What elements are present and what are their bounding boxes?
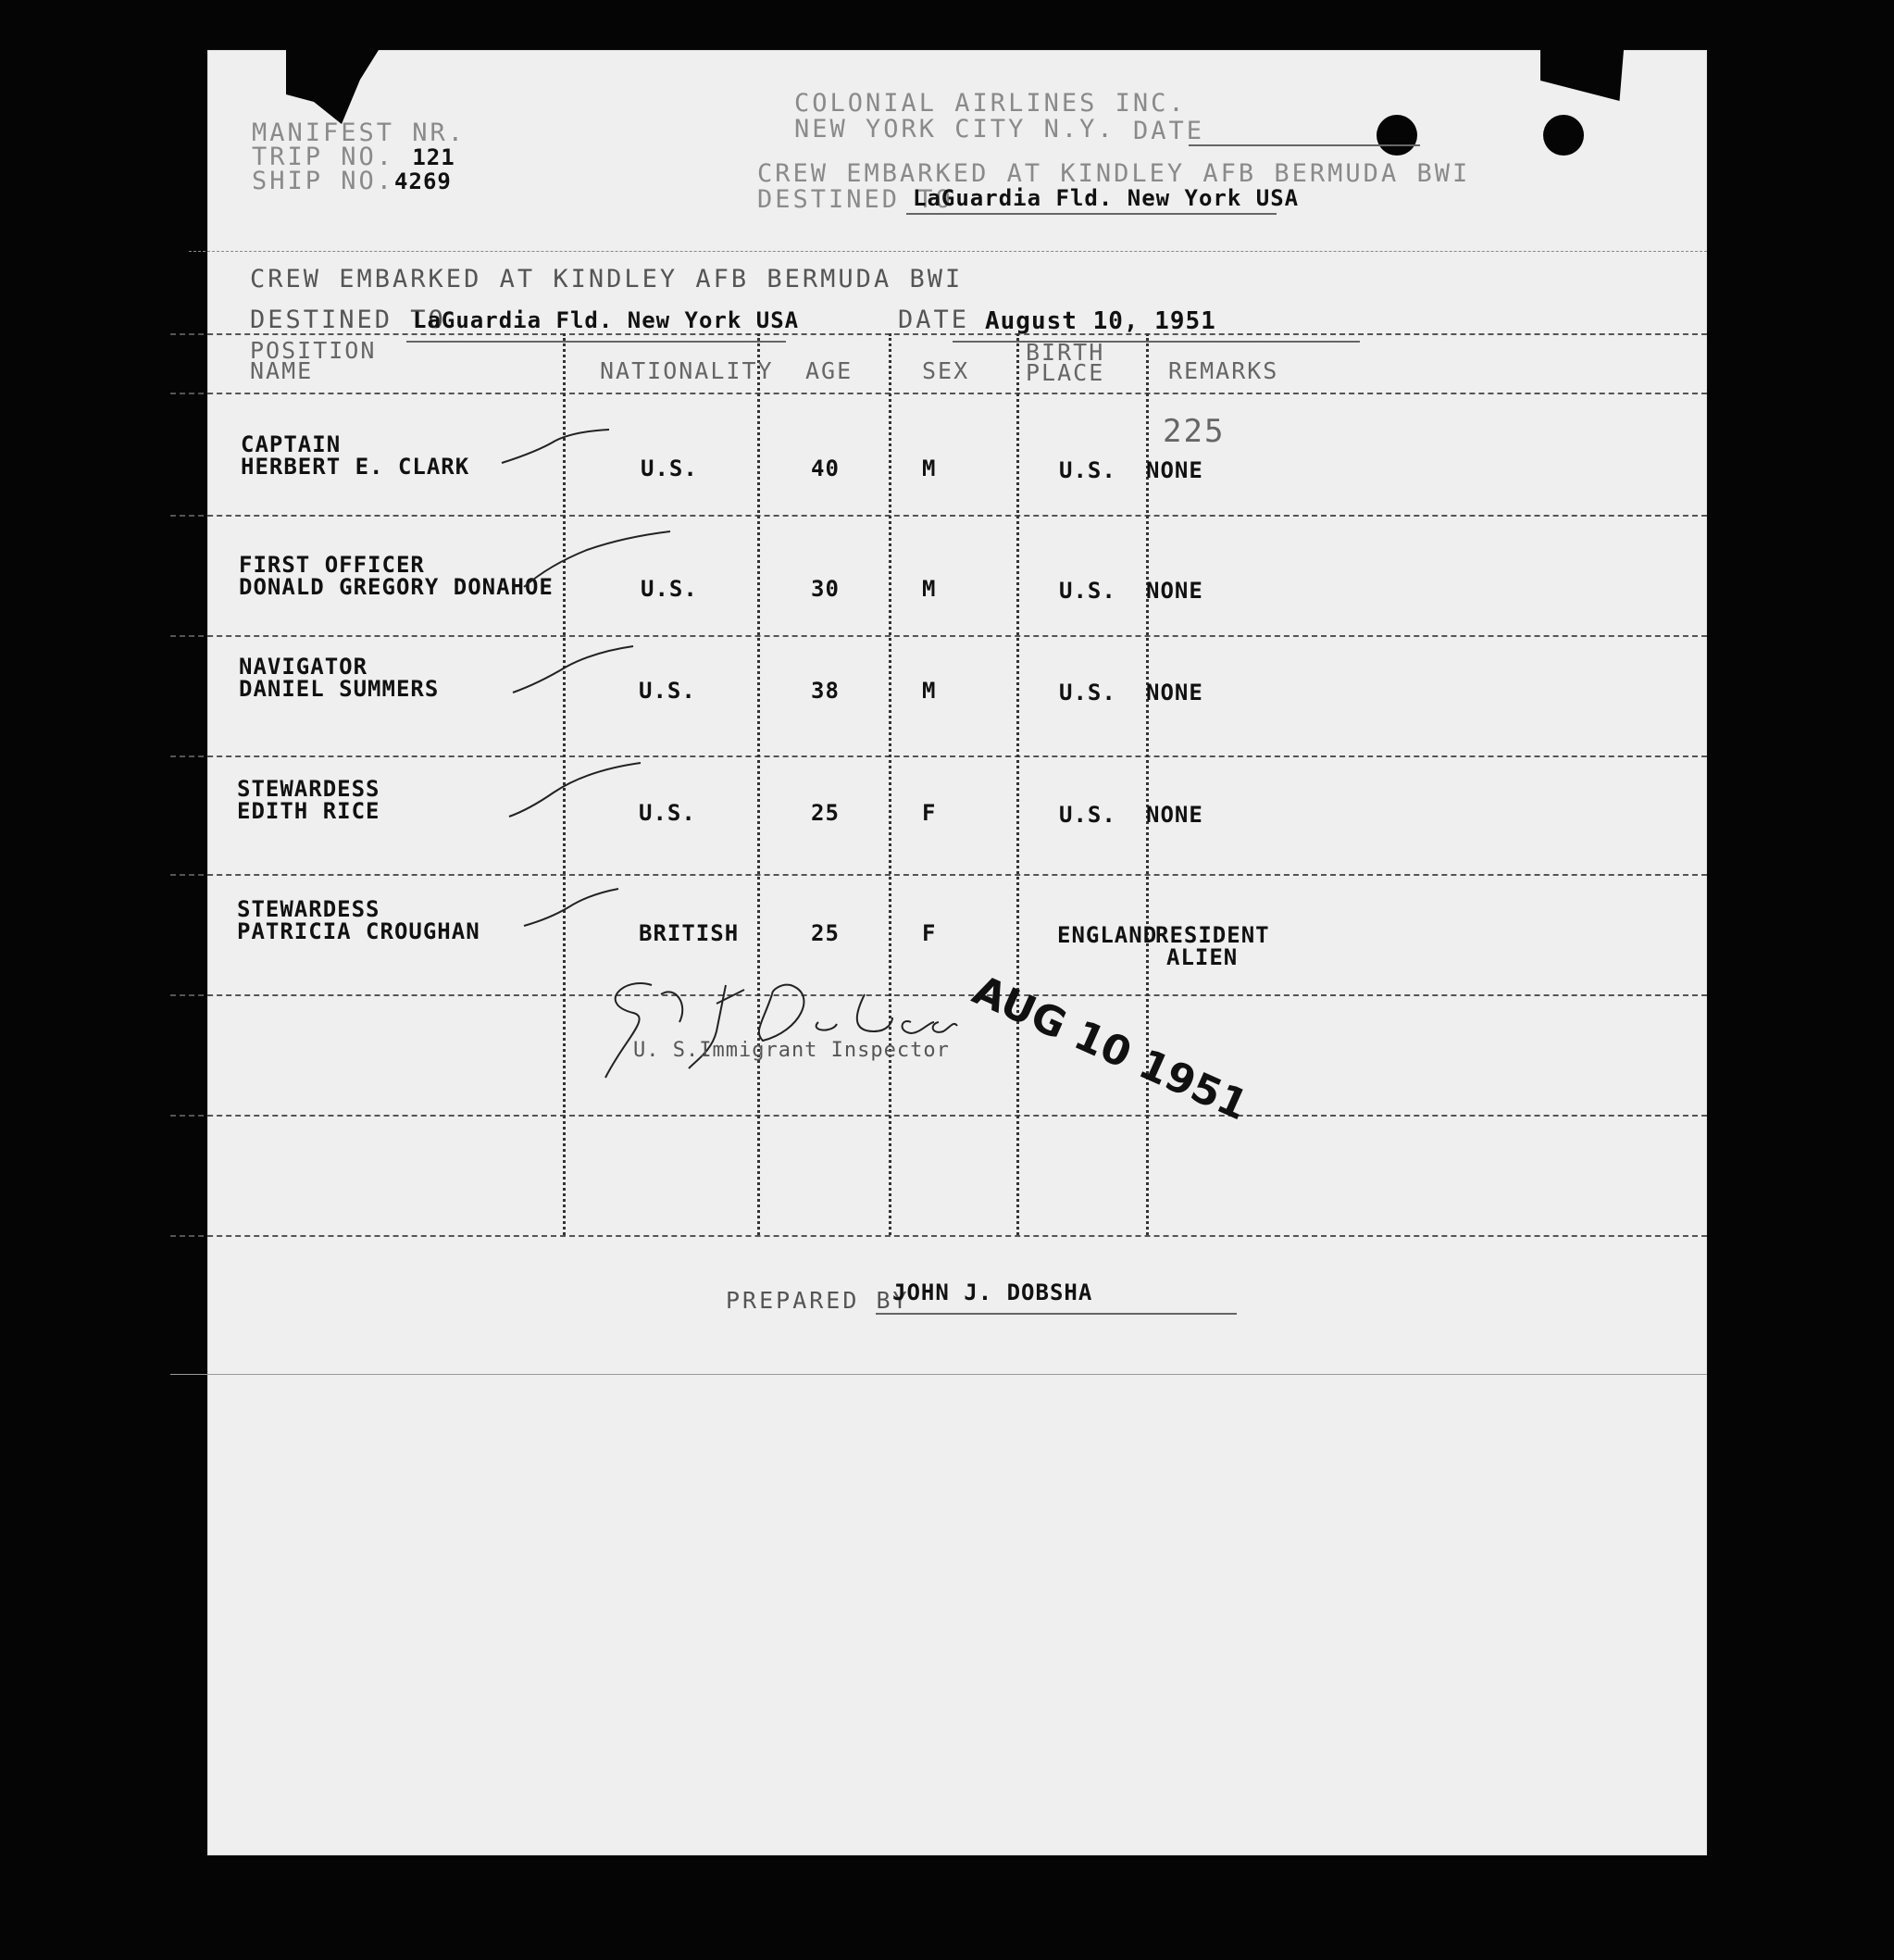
prepared-label: PREPARED BY <box>726 1287 910 1314</box>
crew-embarked: CREW EMBARKED AT KINDLEY AFB BERMUDA BWI <box>250 265 964 293</box>
punch-hole <box>1543 115 1584 156</box>
row-age: 40 <box>811 456 840 481</box>
row-birthplace: U.S. <box>1059 680 1116 705</box>
row-name: EDITH RICE <box>237 798 380 824</box>
letterhead-date-line <box>1189 144 1420 146</box>
row-name: HERBERT E. CLARK <box>241 454 470 480</box>
row-remarks: NONE <box>1146 802 1203 828</box>
torn-corner-right <box>1540 50 1624 101</box>
row-nationality: U.S. <box>639 800 696 826</box>
prepared-value: JOHN J. DOBSHA <box>892 1280 1093 1305</box>
row-sex: M <box>922 456 937 481</box>
table-top-line <box>170 333 1707 335</box>
header-bottom-line <box>170 393 1707 394</box>
header-nationality: NATIONALITY <box>600 357 774 384</box>
row-sex: M <box>922 576 937 602</box>
date-underline <box>953 341 1360 343</box>
row-age: 25 <box>811 800 840 826</box>
divider <box>189 251 1707 252</box>
letterhead-destined-label: DESTINED TO <box>757 185 953 214</box>
row-line <box>170 635 1707 637</box>
row-sex: F <box>922 920 937 946</box>
header-remarks: REMARKS <box>1168 357 1279 384</box>
letterhead-destined-line <box>906 213 1277 215</box>
row-birthplace: U.S. <box>1059 457 1116 483</box>
row-nationality: U.S. <box>641 456 698 481</box>
inspector-signature-text <box>726 967 732 968</box>
row-position: STEWARDESS <box>237 896 380 922</box>
row-position: CAPTAIN <box>241 431 342 457</box>
trip-value: 121 <box>412 144 455 170</box>
row-line <box>170 755 1707 757</box>
destined-value: LaGuardia Fld. New York USA <box>413 307 800 333</box>
manifest-page <box>207 50 1707 1855</box>
inspector-signature <box>587 967 976 1105</box>
check-mark-icon <box>500 424 620 470</box>
letterhead-destined-value: LaGuardia Fld. New York USA <box>913 185 1300 211</box>
row-birthplace: U.S. <box>1059 578 1116 604</box>
row-remarks: NONE <box>1146 457 1203 483</box>
ship-value: 4269 <box>394 169 452 194</box>
inspector-title: U. S.Immigrant Inspector <box>633 1039 950 1062</box>
manifest-label: MANIFEST NR. <box>252 119 467 147</box>
punch-hole <box>1377 115 1417 156</box>
header-place: PLACE <box>1026 359 1105 386</box>
row-remarks: RESIDENT <box>1155 922 1270 948</box>
row-nationality: BRITISH <box>639 920 740 946</box>
destined-label: DESTINED TO <box>250 306 446 334</box>
row-name: DANIEL SUMMERS <box>239 676 440 702</box>
ship-label: SHIP NO.4269 <box>252 167 452 195</box>
row-name: DONALD GREGORY DONAHOE <box>239 574 554 600</box>
company-name: COLONIAL AIRLINES INC. <box>794 89 1187 118</box>
row-birthplace: ENGLAND <box>1057 922 1158 948</box>
trip-label: TRIP NO. 121 <box>252 143 455 171</box>
header-birth: BIRTH <box>1026 339 1105 366</box>
prepared-underline <box>876 1313 1237 1315</box>
letterhead-date-label: DATE <box>1133 117 1205 145</box>
row-nationality: U.S. <box>641 576 698 602</box>
header-name: NAME <box>250 357 314 384</box>
destined-underline <box>406 341 786 343</box>
header-position: POSITION <box>250 337 377 364</box>
company-city: NEW YORK CITY N.Y. <box>794 115 1115 144</box>
row-sex: F <box>922 800 937 826</box>
page-bottom-edge <box>170 1374 1707 1375</box>
row-sex: M <box>922 678 937 704</box>
row-nationality: U.S. <box>639 678 696 704</box>
header-sex: SEX <box>922 357 970 384</box>
table-bottom-line <box>170 1235 1707 1237</box>
row-position: NAVIGATOR <box>239 654 368 680</box>
date-value: August 10, 1951 <box>985 307 1216 335</box>
row-name: PATRICIA CROUGHAN <box>237 918 480 944</box>
check-mark-icon <box>507 759 646 824</box>
row-line <box>170 1115 1707 1117</box>
letterhead-crew-embarked: CREW EMBARKED AT KINDLEY AFB BERMUDA BWI <box>757 159 1471 188</box>
row-age: 30 <box>811 576 840 602</box>
row-age: 25 <box>811 920 840 946</box>
date-stamp: AUG 10 1951 <box>966 967 1255 1130</box>
page-number-stamp: 225 <box>1163 413 1226 450</box>
row-position: FIRST OFFICER <box>239 552 425 578</box>
torn-corner-left <box>286 50 379 124</box>
row-age: 38 <box>811 678 840 704</box>
row-birthplace: U.S. <box>1059 802 1116 828</box>
row-line <box>170 874 1707 876</box>
column-divider <box>1016 333 1019 1235</box>
row-remarks: NONE <box>1146 680 1203 705</box>
row-line <box>170 515 1707 517</box>
row-remarks-line2: ALIEN <box>1166 944 1239 970</box>
date-label: DATE <box>898 306 970 334</box>
check-mark-icon <box>511 643 641 698</box>
check-mark-icon <box>522 885 624 931</box>
row-position: STEWARDESS <box>237 776 380 802</box>
check-mark-icon <box>522 528 679 593</box>
row-remarks: NONE <box>1146 578 1203 604</box>
header-age: AGE <box>805 357 854 384</box>
